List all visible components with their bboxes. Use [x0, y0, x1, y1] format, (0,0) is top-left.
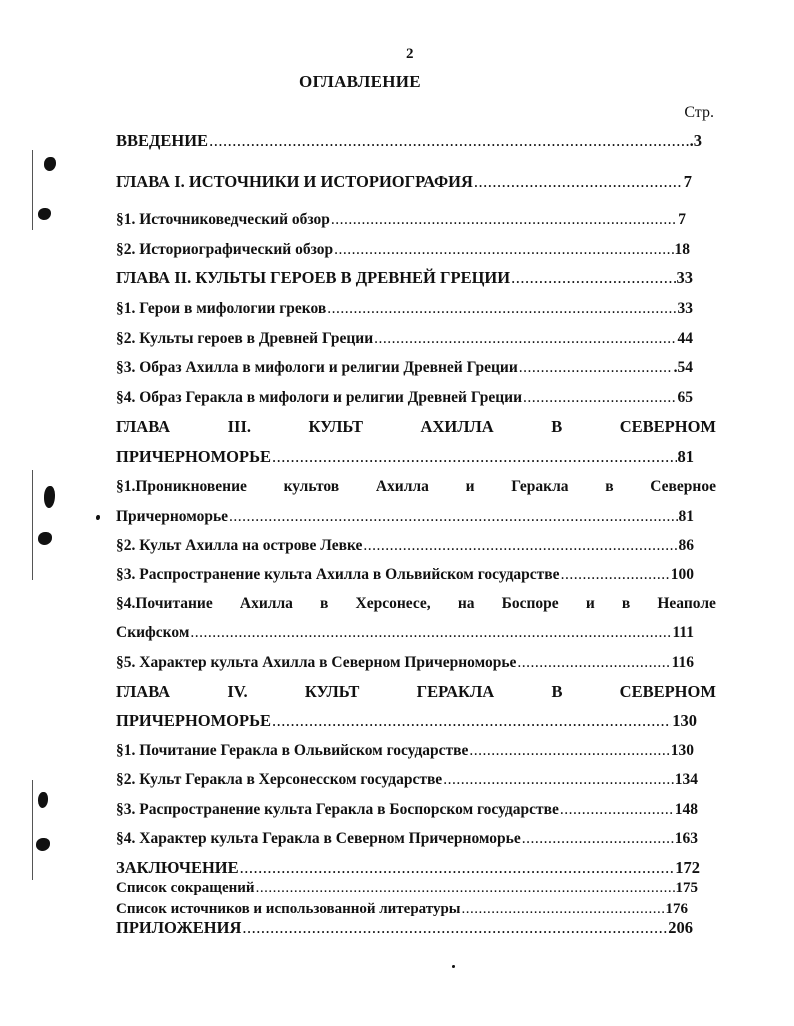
toc-entry-text: §2. Культ Геракла в Херсонесском государстве — [116, 771, 443, 788]
leader-dots — [462, 900, 665, 918]
leader-dots — [256, 879, 675, 897]
toc-entry-text: §5. Характер культа Ахилла в Северном Причерноморье — [116, 654, 517, 671]
toc-entry-page: 134 — [674, 771, 698, 788]
toc-entry-page: 116 — [671, 654, 694, 671]
toc-entry-chapter-2 — [116, 268, 693, 288]
leader-dots — [374, 329, 676, 349]
toc-entry-page: 44 — [677, 330, 693, 347]
scan-smudge — [44, 157, 56, 171]
toc-entry-chapter-4-line1 — [116, 682, 716, 702]
toc-entry-page: .3 — [689, 131, 702, 150]
toc-word: IV. — [227, 682, 248, 701]
toc-entry-chapter-3-line2 — [116, 447, 694, 467]
toc-entry-text: §3. Образ Ахилла в мифологи и религии Древней Греции — [116, 359, 518, 376]
toc-word: Геракла — [511, 478, 569, 495]
leader-dots — [523, 388, 676, 408]
toc-word: СЕВЕРНОМ — [619, 417, 716, 436]
toc-entry-ch4-sec3 — [116, 800, 698, 820]
toc-entry-page: 176 — [665, 901, 688, 917]
toc-entry-page: 100 — [670, 566, 694, 583]
page-column-label: Стр. — [684, 104, 714, 121]
leader-dots — [190, 623, 671, 643]
toc-entry-ch2-sec4 — [116, 388, 693, 408]
scan-edge-line — [32, 150, 33, 230]
toc-word: Ахилла — [375, 478, 429, 495]
toc-entry-page: 130 — [670, 742, 694, 759]
leader-dots — [561, 565, 670, 585]
toc-entry-ch3-sec2 — [116, 536, 694, 556]
leader-dots — [331, 210, 677, 230]
toc-entry-page: 175 — [675, 880, 698, 896]
leader-dots — [560, 800, 674, 820]
toc-entry-text: ГЛАВА II. КУЛЬТЫ ГЕРОЕВ В ДРЕВНЕЙ ГРЕЦИИ — [116, 268, 511, 287]
toc-entry-page: 7 — [683, 172, 692, 191]
toc-word: Северное — [650, 478, 716, 495]
toc-word: Ахилла — [239, 595, 293, 612]
leader-dots — [517, 653, 670, 673]
toc-entry-text: §1. Почитание Геракла в Ольвийском государстве — [116, 742, 469, 759]
toc-word: ГЛАВА — [116, 417, 171, 436]
leader-dots — [240, 858, 675, 878]
toc-entry-ch2-sec1 — [116, 299, 693, 319]
page-title: ОГЛАВЛЕНИЕ — [299, 72, 421, 91]
toc-entry-page: 172 — [675, 858, 700, 877]
toc-entry-ch3-sec4-line1 — [116, 594, 716, 614]
toc-word: и — [465, 478, 475, 495]
toc-word: Херсонесе, — [355, 595, 431, 612]
scan-smudge — [44, 486, 55, 508]
toc-entry-ch3-sec1-line1 — [116, 477, 716, 497]
toc-entry-text: §2. Культ Ахилла на острове Левке — [116, 537, 363, 554]
toc-entry-abbreviations — [116, 879, 698, 897]
toc-entry-text: §1. Герои в мифологии греков — [116, 300, 327, 317]
toc-entry-text: §4. Образ Геракла в мифологи и религии Древней Греции — [116, 389, 523, 406]
toc-entry-page: .54 — [673, 359, 693, 376]
toc-word: В — [551, 682, 563, 701]
toc-word: §1.Проникновение — [116, 478, 247, 495]
toc-entry-intro — [116, 131, 702, 151]
leader-dots — [327, 299, 676, 319]
page-number: 2 — [406, 46, 414, 62]
toc-entry-page: 163 — [674, 830, 698, 847]
scan-edge-line — [32, 470, 33, 580]
toc-entry-page: 33 — [677, 300, 693, 317]
toc-entry-text: §3. Распространение культа Геракла в Боспорском государстве — [116, 801, 559, 818]
leader-dots — [229, 507, 677, 527]
toc-word: §4.Почитание — [116, 595, 213, 612]
toc-word: и — [585, 595, 595, 612]
toc-entry-text: ВВЕДЕНИЕ — [116, 131, 209, 150]
toc-entry-appendices — [116, 918, 693, 938]
toc-entry-ch2-sec3 — [116, 358, 693, 378]
toc-word: АХИЛЛА — [420, 417, 494, 436]
toc-entry-conclusion — [116, 858, 700, 878]
toc-entry-ch1-sec2 — [116, 240, 690, 260]
toc-word: ГЛАВА — [116, 682, 171, 701]
toc-word: в — [621, 595, 631, 612]
toc-word: КУЛЬТ — [308, 417, 364, 436]
toc-entry-ch3-sec1-line2 — [116, 507, 694, 527]
leader-dots — [363, 536, 677, 556]
toc-entry-ch3-sec5 — [116, 653, 694, 673]
leader-dots — [443, 770, 674, 790]
scan-smudge — [38, 532, 52, 545]
leader-dots — [272, 447, 676, 467]
toc-word: III. — [227, 417, 251, 436]
toc-entry-ch1-sec1 — [116, 210, 686, 230]
toc-entry-text: §2. Культы героев в Древней Греции — [116, 330, 374, 347]
toc-entry-page: 86 — [678, 537, 694, 554]
toc-entry-text: §2. Историографический обзор — [116, 241, 334, 258]
toc-entry-ch3-sec3 — [116, 565, 694, 585]
toc-entry-chapter-3-line1 — [116, 417, 716, 437]
leader-dots — [209, 131, 689, 151]
scan-smudge — [36, 838, 50, 851]
toc-entry-page: 65 — [677, 389, 693, 406]
leader-dots — [474, 172, 683, 192]
leader-dots — [522, 829, 674, 849]
scan-speck — [452, 965, 455, 968]
leader-dots — [242, 918, 667, 938]
toc-entry-text: Список источников и использованной литературы — [116, 901, 461, 917]
toc-entry-page: 7 — [678, 211, 686, 228]
toc-entry-ch4-sec2 — [116, 770, 698, 790]
toc-word: Неаполе — [657, 595, 716, 612]
toc-entry-chapter-4-line2 — [116, 711, 697, 731]
leader-dots — [511, 268, 675, 288]
toc-word: культов — [283, 478, 340, 495]
toc-entry-ch2-sec2 — [116, 329, 693, 349]
toc-entry-page: 81 — [677, 447, 694, 466]
toc-entry-chapter-1 — [116, 172, 692, 192]
toc-entry-ch4-sec4 — [116, 829, 698, 849]
leader-dots — [272, 711, 671, 731]
toc-entry-text: Список сокращений — [116, 880, 255, 896]
toc-entry-text: §3. Распространение культа Ахилла в Ольвийском государстве — [116, 566, 560, 583]
toc-word: СЕВЕРНОМ — [619, 682, 716, 701]
scan-edge-line — [32, 780, 33, 880]
toc-entry-page: 33 — [676, 268, 693, 287]
toc-entry-text: §1. Источниковедческий обзор — [116, 211, 330, 228]
toc-entry-text: Скифском — [116, 624, 190, 641]
toc-word: Боспоре — [501, 595, 559, 612]
toc-word: в — [320, 595, 329, 612]
leader-dots — [334, 240, 673, 260]
toc-entry-page: 206 — [668, 918, 693, 937]
toc-entry-text: ПРИЛОЖЕНИЯ — [116, 918, 242, 937]
toc-word: В — [551, 417, 563, 436]
toc-word: на — [457, 595, 475, 612]
toc-entry-text: ПРИЧЕРНОМОРЬЕ — [116, 447, 272, 466]
toc-entry-text: ЗАКЛЮЧЕНИЕ — [116, 858, 239, 877]
toc-entry-page: 81 — [678, 508, 694, 525]
toc-entry-ch4-sec1 — [116, 741, 694, 761]
toc-entry-page: 148 — [674, 801, 698, 818]
toc-entry-page: 111 — [672, 624, 694, 641]
scan-smudge — [38, 792, 48, 808]
scan-speck — [96, 515, 100, 520]
leader-dots — [519, 358, 673, 378]
toc-entry-ch3-sec4-line2 — [116, 623, 694, 643]
toc-entry-sources — [116, 900, 688, 918]
toc-entry-text: ПРИЧЕРНОМОРЬЕ — [116, 711, 272, 730]
toc-word: в — [605, 478, 614, 495]
toc-word: КУЛЬТ — [304, 682, 360, 701]
toc-entry-text: ГЛАВА I. ИСТОЧНИКИ И ИСТОРИОГРАФИЯ — [116, 172, 473, 191]
toc-entry-page: 130 — [672, 711, 697, 730]
leader-dots — [469, 741, 669, 761]
scan-smudge — [38, 208, 51, 220]
toc-word: ГЕРАКЛА — [416, 682, 495, 701]
toc-entry-text: §4. Характер культа Геракла в Северном Причерноморье — [116, 830, 521, 847]
toc-entry-page: 18 — [674, 241, 690, 258]
toc-entry-text: Причерноморье — [116, 508, 229, 525]
